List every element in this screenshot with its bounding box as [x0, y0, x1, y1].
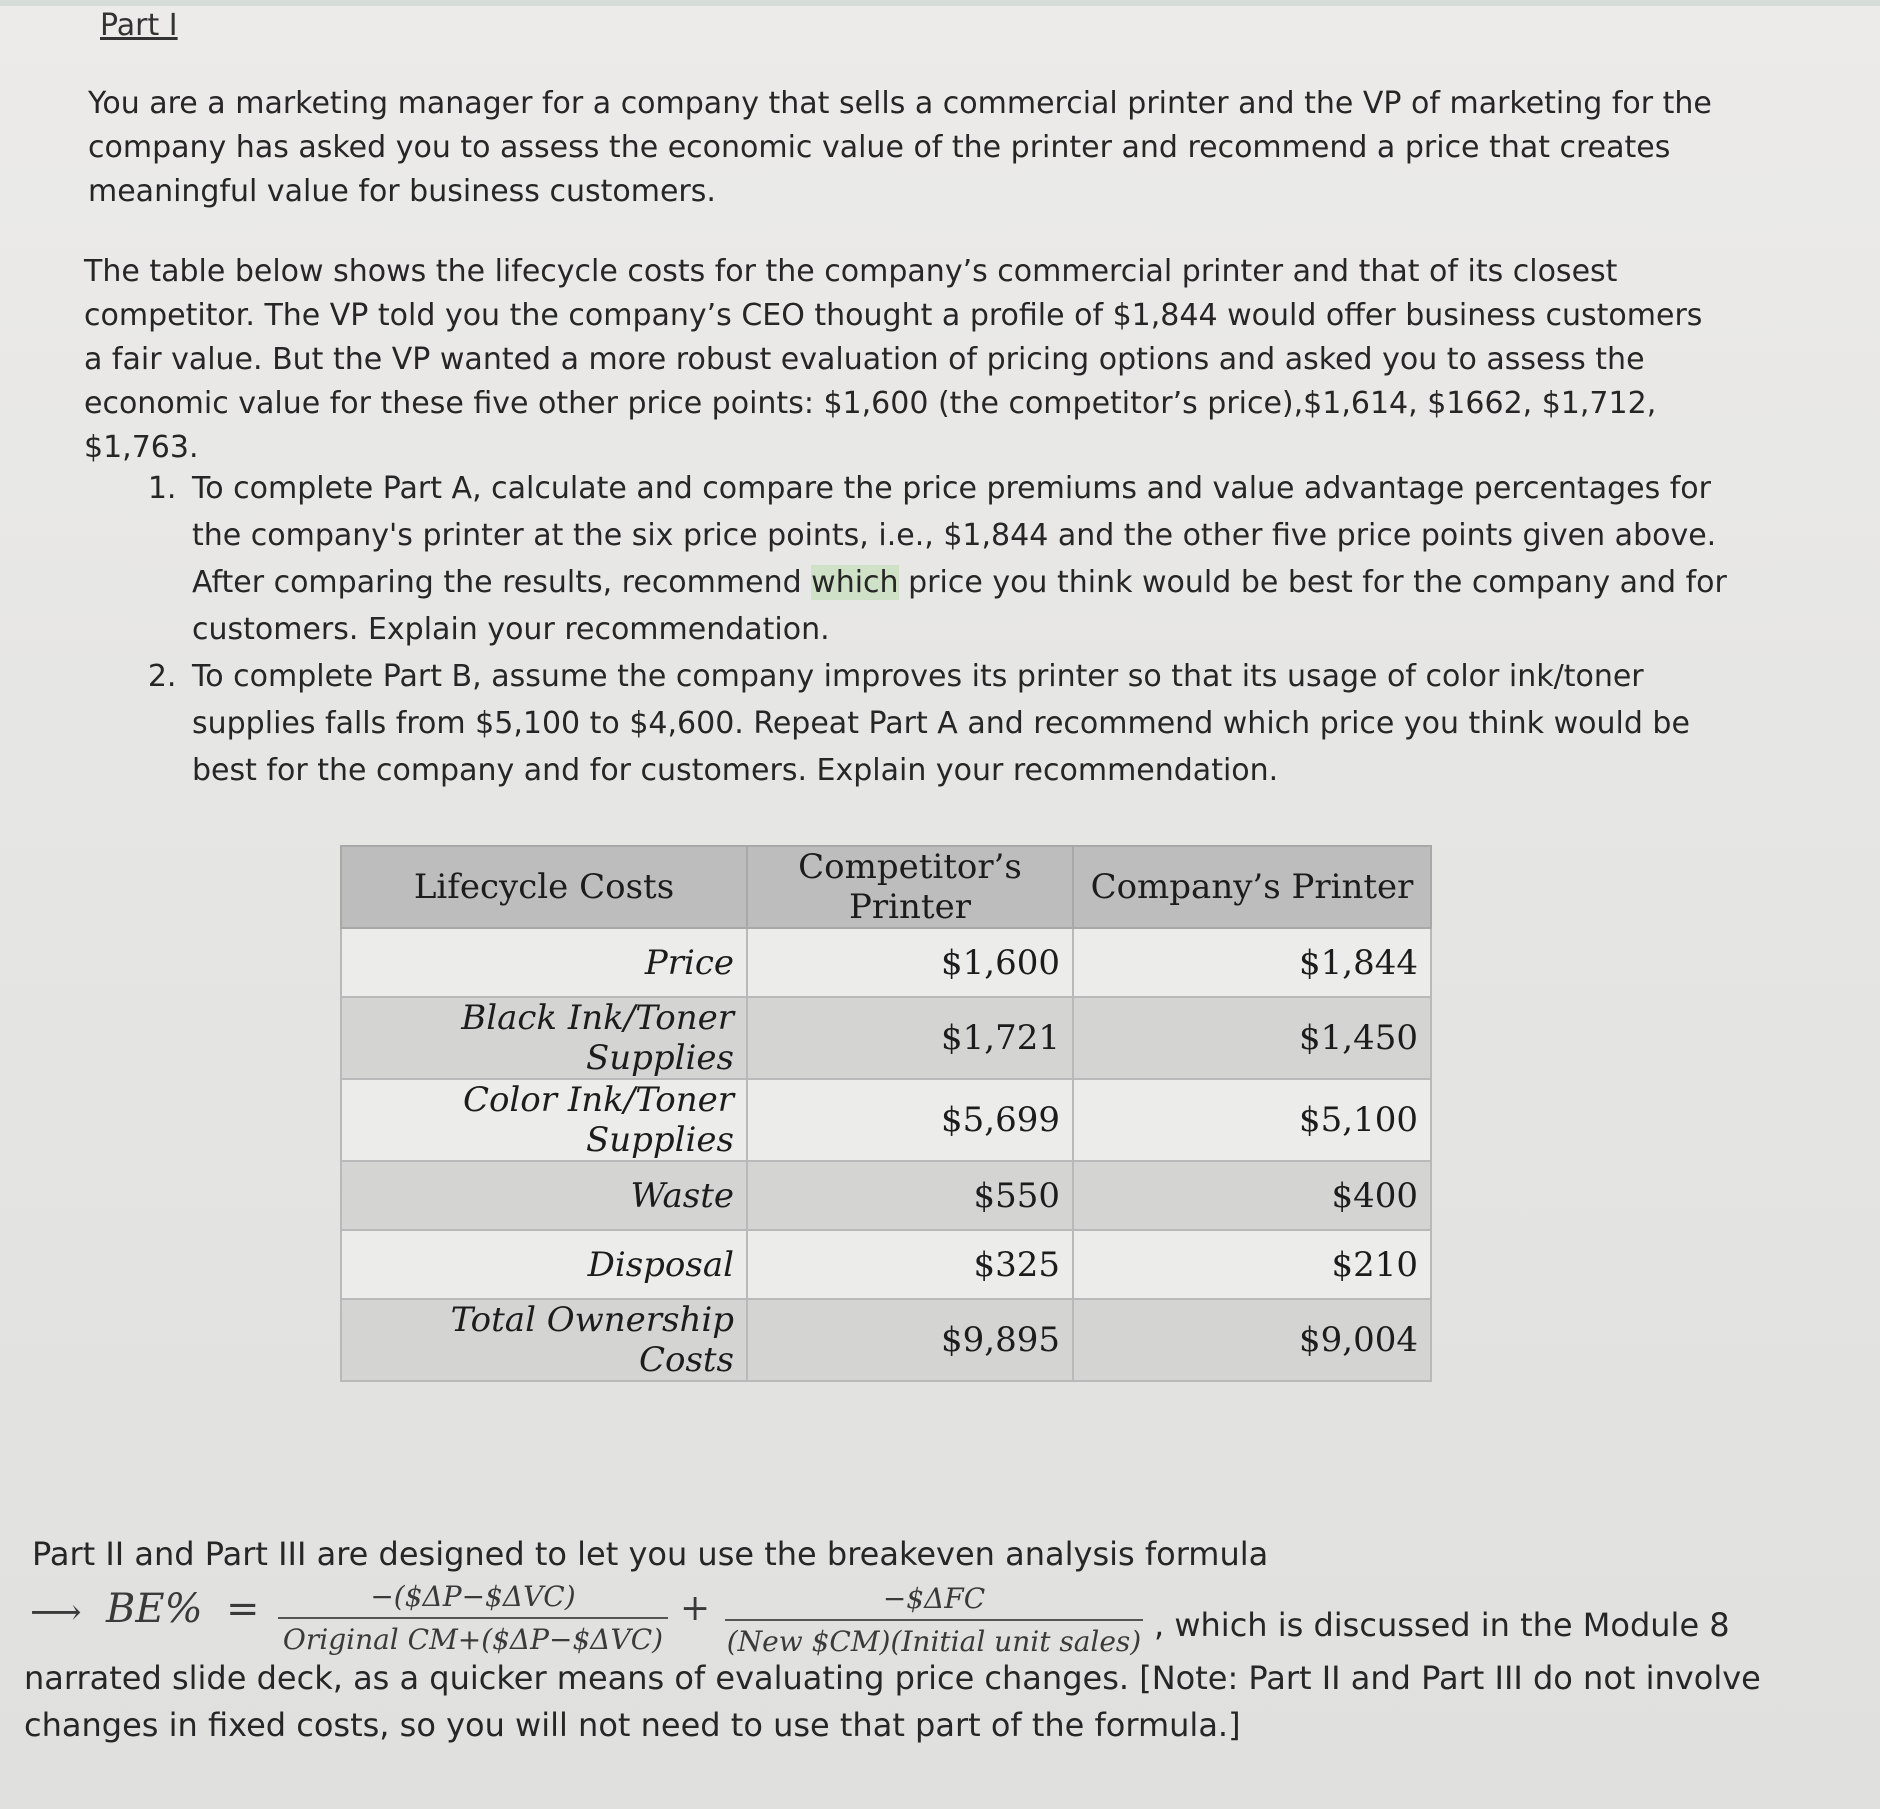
- table-row: [341, 1299, 1431, 1381]
- arrow-icon: ⟶: [30, 1592, 82, 1633]
- header-company-printer: Company’s Printer: [1073, 846, 1431, 928]
- intro-paragraph: You are a marketing manager for a company that sells a commercial printer and the VP of marketing for the company has asked you to assess the economic value of the printer and recommend a price that creates meaningful value for business customers.: [88, 86, 1712, 209]
- row-label: Black Ink/Toner Supplies: [341, 997, 747, 1079]
- competitor-value: $550: [747, 1161, 1073, 1230]
- competitor-value: $1,721: [747, 997, 1073, 1079]
- company-value: $1,844: [1073, 928, 1431, 997]
- fraction2-bar: [725, 1619, 1143, 1621]
- fraction-variable-cost: [278, 1580, 668, 1656]
- formula-equals: =: [226, 1586, 260, 1632]
- item1-text-start: To complete Part A, calculate and compare the price premiums and value advantage percentages for the company's printer at the six price points, i.e., $1,844 and the other five price points given above. After comparing the results, recommend: [192, 471, 1717, 600]
- row-label: Disposal: [341, 1230, 747, 1299]
- company-value: $210: [1073, 1230, 1431, 1299]
- company-value: $1,450: [1073, 997, 1431, 1079]
- instruction-item-part-b: 2. To complete Part B, assume the company improves its printer so that its usage of color ink/toner supplies falls from $5,100 to $4,600. Repeat Part A and recommend which price you think would be best for the company and for customers. Explain your recommendation.: [186, 653, 1740, 794]
- part2-continuation: narrated slide deck, as a quicker means of evaluating price changes. [Note: Part II and Part III do not involve changes in fixed costs, so you will not need to use that part of the formula.]: [24, 1659, 1761, 1744]
- fraction1-numerator: −($ΔP−$ΔVC): [370, 1580, 576, 1613]
- fraction1-bar: [278, 1617, 668, 1619]
- table-row: [341, 997, 1431, 1079]
- item1-text-end: price you think would be best for the company and for customers. Explain your recommendation.: [192, 565, 1727, 647]
- row-label: Color Ink/Toner Supplies: [341, 1079, 747, 1161]
- part2-intro: Part II and Part III are designed to let you use the breakeven analysis formula: [32, 1535, 1269, 1573]
- competitor-value: $1,600: [747, 928, 1073, 997]
- fraction-fixed-cost: [725, 1582, 1143, 1658]
- highlighted-word: which: [811, 565, 899, 600]
- formula-plus: +: [680, 1588, 711, 1629]
- header-lifecycle-costs: Lifecycle Costs: [341, 846, 747, 928]
- table-row: [341, 1230, 1431, 1299]
- fraction2-numerator: −$ΔFC: [882, 1582, 986, 1615]
- top-border: [0, 0, 1880, 6]
- fraction2-denominator: (New $CM)(Initial unit sales): [726, 1625, 1142, 1658]
- formula-trailing-text: , which is discussed in the Module 8: [1154, 1606, 1730, 1644]
- table-row: [341, 1161, 1431, 1230]
- instruction-item-part-a: [186, 465, 1740, 653]
- table-header-row: [341, 846, 1431, 928]
- fraction1-denominator: Original CM+($ΔP−$ΔVC): [282, 1623, 664, 1656]
- row-label: Waste: [341, 1161, 747, 1230]
- part-heading: Part I: [100, 8, 178, 43]
- table-row: [341, 928, 1431, 997]
- company-value: $9,004: [1073, 1299, 1431, 1381]
- row-label: Price: [341, 928, 747, 997]
- competitor-value: $5,699: [747, 1079, 1073, 1161]
- competitor-value: $325: [747, 1230, 1073, 1299]
- instruction-list-container: [140, 465, 1740, 794]
- table-row: [341, 1079, 1431, 1161]
- row-label: Total Ownership Costs: [341, 1299, 747, 1381]
- competitor-value: $9,895: [747, 1299, 1073, 1381]
- formula-lhs: BE%: [106, 1586, 203, 1632]
- lifecycle-costs-table: [340, 845, 1432, 1382]
- instruction-list: [140, 465, 1740, 794]
- table-description-paragraph: The table below shows the lifecycle costs for the company’s commercial printer and that of its closest competitor. The VP told you the company’s CEO thought a profile of $1,844 would offer business customers a fair value. But the VP wanted a more robust evaluation of pricing options and asked you to assess the economic value for these five other price points: $1,600 (the competitor’s price),$1,614, $1662, $1,712, $1,763.: [84, 254, 1703, 465]
- company-value: $5,100: [1073, 1079, 1431, 1161]
- header-competitor-printer: Competitor’s Printer: [747, 846, 1073, 928]
- company-value: $400: [1073, 1161, 1431, 1230]
